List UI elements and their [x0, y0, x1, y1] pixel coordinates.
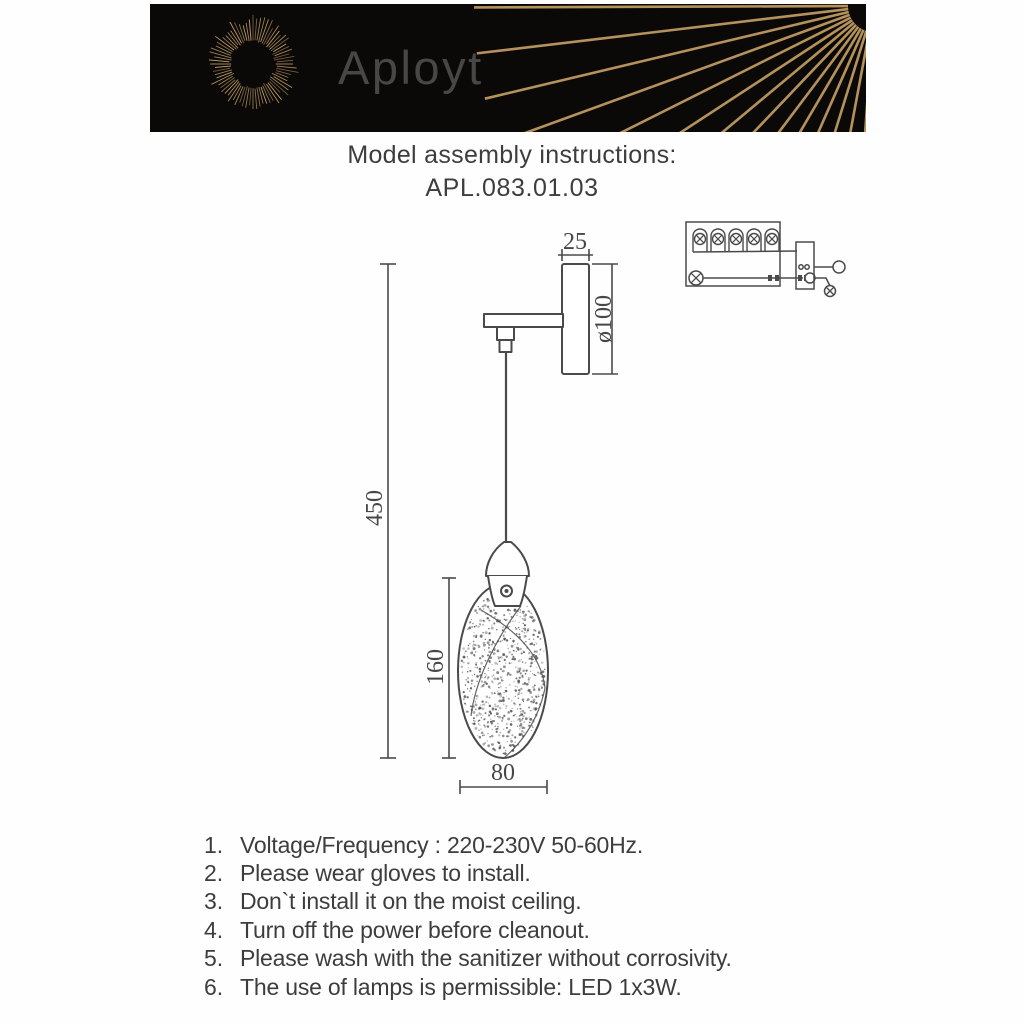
list-item — [204, 859, 732, 887]
item-text: Please wear gloves to install. — [240, 860, 531, 887]
list-item — [204, 945, 732, 973]
item-text: Please wash with the sanitizer without corrosivity. — [240, 945, 732, 972]
mount-arm — [484, 314, 563, 327]
model-number: APL.083.01.03 — [425, 174, 599, 202]
terminal-screws — [693, 229, 779, 252]
instruction-list — [204, 831, 732, 1001]
item-number: 3. — [204, 888, 224, 915]
socket-bell — [486, 542, 529, 576]
wall-lamp-body — [484, 264, 589, 606]
page-title: Model assembly instructions: — [347, 141, 677, 169]
lamp-symbol-icon — [825, 286, 836, 297]
item-number: 1. — [204, 831, 224, 858]
item-text: Don`t install it on the moist ceiling. — [240, 888, 582, 915]
item-text: Turn off the power before cleanout. — [240, 916, 590, 943]
brand-logo-text: Aployt — [338, 41, 484, 94]
lamp-symbol-icon — [689, 271, 703, 285]
dim-shade-width: 80 — [491, 760, 515, 786]
item-number: 6. — [204, 973, 224, 1000]
wiring-diagram — [686, 222, 845, 297]
connector-symbol — [833, 261, 845, 273]
list-item — [204, 973, 732, 1001]
item-number: 5. — [204, 945, 224, 972]
dim-plate-width: 25 — [563, 229, 587, 255]
list-item — [204, 888, 732, 916]
socket-screw-center — [505, 589, 509, 593]
glass-shade — [458, 584, 548, 758]
dim-plate-diameter: ø100 — [591, 295, 617, 343]
dim-total-height: 450 — [362, 490, 388, 526]
item-number: 2. — [204, 860, 224, 887]
wall-plate — [562, 264, 589, 374]
item-text: The use of lamps is permissible: LED 1x3W. — [240, 973, 682, 1000]
list-item — [204, 831, 732, 859]
list-item — [204, 916, 732, 944]
cord-grip-bottom — [500, 340, 512, 352]
cord-grip-top — [497, 327, 514, 340]
item-text: Voltage/Frequency : 220-230V 50-60Hz. — [240, 831, 644, 858]
item-number: 4. — [204, 916, 224, 943]
dim-shade-height: 160 — [423, 649, 449, 685]
